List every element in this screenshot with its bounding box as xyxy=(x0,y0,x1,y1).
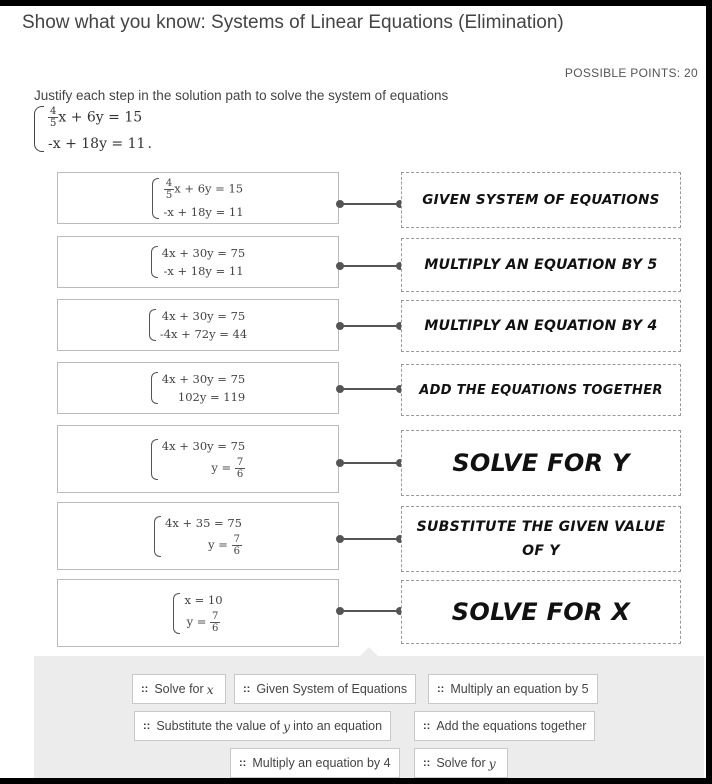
brace xyxy=(151,372,158,404)
step-2-equations xyxy=(151,246,245,278)
connector-line xyxy=(340,610,400,612)
drag-handle-icon: :: xyxy=(239,757,247,769)
drag-handle-icon: :: xyxy=(243,683,251,695)
step-3-equations xyxy=(149,309,247,341)
chip-add-equations[interactable]: :: Add the equations together xyxy=(414,711,595,741)
step-2-box xyxy=(57,236,339,288)
step-6-equations xyxy=(154,516,242,557)
step-7-line-1: x = 10 xyxy=(184,592,223,607)
connector-dot-left xyxy=(336,262,344,270)
step-3-answer: MULTIPLY AN EQUATION BY 4 xyxy=(424,318,658,334)
page xyxy=(0,6,706,778)
possible-points: POSSIBLE POINTS: 20 xyxy=(564,66,698,80)
step-7-box xyxy=(57,579,339,647)
step-6-box xyxy=(57,502,339,570)
step-7-equations xyxy=(173,593,222,634)
chip-solve-for-y[interactable]: :: Solve for y xyxy=(414,748,508,778)
step-4-drop-target[interactable] xyxy=(401,364,681,416)
step-1-line-1: $\frac{4}{5}$ x + 6y = 15 xyxy=(165,177,244,201)
system-line-1: $\frac{4}{5}$ x + 6y = 15 xyxy=(50,106,143,129)
system-line-2: -x + 18y = 11 xyxy=(48,136,146,152)
chip-substitute-y[interactable]: :: Substitute the value of y into an equation xyxy=(134,711,391,741)
brace xyxy=(151,439,158,480)
step-4-answer: ADD THE EQUATIONS TOGETHER xyxy=(419,382,663,398)
brace xyxy=(154,516,161,557)
step-2-drop-target[interactable] xyxy=(401,238,681,292)
chip-multiply-by-4[interactable]: :: Multiply an equation by 4 xyxy=(230,748,400,778)
step-7-drop-target[interactable] xyxy=(401,580,681,644)
step-4-line-1: 4x + 30y = 75 xyxy=(161,372,246,386)
drag-handle-icon: :: xyxy=(141,683,149,695)
step-1-answer: GIVEN SYSTEM OF EQUATIONS xyxy=(422,192,660,208)
step-5-answer: SOLVE FOR Y xyxy=(452,449,630,477)
chip-multiply-by-5[interactable]: :: Multiply an equation by 5 xyxy=(428,674,598,704)
system-lines xyxy=(48,106,145,152)
connector-line xyxy=(340,538,400,540)
step-6-line-1: 4x + 35 = 75 xyxy=(165,515,242,530)
step-3-line-2: -4x + 72y = 44 xyxy=(159,327,248,341)
connector-dot-left xyxy=(336,322,344,330)
step-1-line-2: -x + 18y = 11 xyxy=(163,204,244,219)
step-5-line-2: y = $\frac{7}{6}$ xyxy=(211,456,244,480)
step-1-equations xyxy=(152,178,243,219)
step-4-line-2: 102y = 119 xyxy=(177,390,246,404)
step-4-equations xyxy=(151,372,245,404)
step-7-line-2: y = $\frac{7}{6}$ xyxy=(186,610,219,634)
brace xyxy=(152,178,159,219)
connector-dot-left xyxy=(336,385,344,393)
step-5-box xyxy=(57,425,339,493)
connector-dot-left xyxy=(336,535,344,543)
step-3-box xyxy=(57,299,339,351)
chip-solve-for-x[interactable]: :: Solve for x xyxy=(132,674,226,704)
connector-dot-left xyxy=(336,607,344,615)
drag-handle-icon: :: xyxy=(437,683,445,695)
step-5-equations xyxy=(151,439,245,480)
drag-handle-icon: :: xyxy=(423,757,431,769)
step-5-drop-target[interactable] xyxy=(401,430,681,496)
connector-line xyxy=(340,388,400,390)
step-4-box xyxy=(57,362,339,414)
step-3-line-1: 4x + 30y = 75 xyxy=(161,309,246,323)
step-2-line-1: 4x + 30y = 75 xyxy=(161,246,246,260)
brace xyxy=(173,593,180,634)
brace xyxy=(149,309,156,341)
page-title: Show what you know: Systems of Linear Equations (Elimination) xyxy=(22,12,564,33)
connector-line xyxy=(340,325,400,327)
step-5-line-1: 4x + 30y = 75 xyxy=(161,438,246,453)
brace xyxy=(151,246,158,278)
step-6-answer-line-2: OF Y xyxy=(522,543,560,559)
connector-dot-left xyxy=(336,200,344,208)
connector-line xyxy=(340,203,400,205)
step-3-drop-target[interactable] xyxy=(401,300,681,352)
step-6-line-2: y = $\frac{7}{6}$ xyxy=(208,533,240,557)
step-1-box xyxy=(57,172,339,224)
step-2-answer: MULTIPLY AN EQUATION BY 5 xyxy=(424,257,658,273)
drag-handle-icon: :: xyxy=(423,720,431,732)
question-system xyxy=(34,106,152,152)
connector-line xyxy=(340,265,400,267)
brace xyxy=(34,106,44,152)
connector-dot-left xyxy=(336,459,344,467)
fraction: $\frac{4}{5}$ xyxy=(50,106,57,129)
drag-handle-icon: :: xyxy=(143,720,151,732)
question-instruction: Justify each step in the solution path to solve the system of equations xyxy=(34,88,449,103)
step-1-drop-target[interactable] xyxy=(401,172,681,228)
step-2-line-2: -x + 18y = 11 xyxy=(163,264,244,278)
connector-line xyxy=(340,462,400,464)
step-6-drop-target[interactable] xyxy=(401,506,681,572)
system-period: . xyxy=(147,136,152,152)
step-6-answer-line-1: SUBSTITUTE THE GIVEN VALUE xyxy=(416,519,666,535)
chip-given-system[interactable]: :: Given System of Equations xyxy=(234,674,416,704)
step-7-answer: SOLVE FOR X xyxy=(451,598,631,626)
